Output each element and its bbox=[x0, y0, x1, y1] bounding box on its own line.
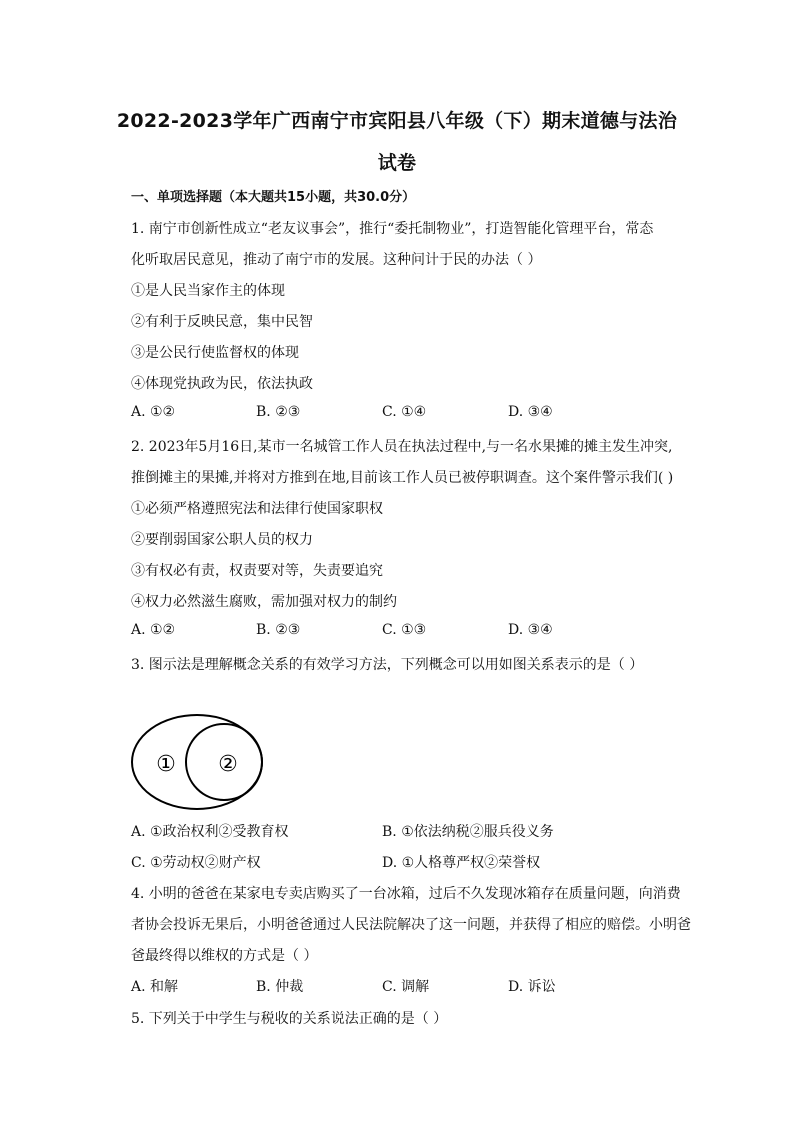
q3-option-b[interactable]: B. ①依法纳税②服兵役义务 bbox=[382, 824, 554, 840]
q1-option-d[interactable]: D. ③④ bbox=[508, 404, 553, 420]
q3-options-row1 bbox=[131, 821, 731, 841]
q4-stem-line3: 爸最终得以维权的方式是（ ） bbox=[131, 948, 318, 964]
q2-statement-2: ②要削弱国家公职人员的权力 bbox=[131, 532, 313, 548]
q2-stem-line2: 推倒摊主的果摊,并将对方推到在地,目前该工作人员已被停职调查。这个案件警示我们( ) bbox=[131, 470, 674, 486]
q3-option-c[interactable]: C. ①劳动权②财产权 bbox=[131, 855, 261, 871]
q1-stem-line2: 化听取居民意见，推动了南宁市的发展。这种问计于民的办法（ ） bbox=[131, 252, 542, 268]
q3-stem-line1: 3. 图示法是理解概念关系的有效学习方法，下列概念可以用如图关系表示的是（ ） bbox=[131, 657, 644, 673]
q2-option-c[interactable]: C. ①③ bbox=[382, 622, 427, 638]
q4-option-a[interactable]: A. 和解 bbox=[131, 979, 179, 995]
q2-options bbox=[131, 622, 731, 642]
q1-option-a[interactable]: A. ①② bbox=[131, 404, 176, 420]
q1-stem-line1: 1. 南宁市创新性成立“老友议事会”，推行“委托制物业”，打造智能化管理平台，常态 bbox=[131, 221, 654, 237]
exam-title-line2: 试卷 bbox=[377, 152, 417, 174]
q1-statement-2: ②有利于反映民意，集中民智 bbox=[131, 314, 313, 330]
q2-statement-3: ③有权必有责，权责要对等，失责要追究 bbox=[131, 563, 383, 579]
q4-options bbox=[131, 976, 731, 996]
q2-statement-1: ①必须严格遵照宪法和法律行使国家职权 bbox=[131, 501, 383, 517]
q1-statement-3: ③是公民行使监督权的体现 bbox=[131, 345, 299, 361]
q3-options-row2 bbox=[131, 852, 731, 872]
q4-stem-line2: 者协会投诉无果后，小明爸爸通过人民法院解决了这一问题，并获得了相应的赔偿。小明爸 bbox=[131, 917, 691, 933]
q1-statement-1: ①是人民当家作主的体现 bbox=[131, 283, 285, 299]
q1-option-b[interactable]: B. ②③ bbox=[256, 404, 301, 420]
q4-option-c[interactable]: C. 调解 bbox=[382, 979, 430, 995]
exam-title-line1: 2022-2023学年广西南宁市宾阳县八年级（下）期末道德与法治 bbox=[116, 110, 678, 132]
q3-option-d[interactable]: D. ①人格尊严权②荣誉权 bbox=[382, 855, 541, 871]
diagram-label-outer: ① bbox=[156, 752, 176, 777]
q2-stem-line1: 2. 2023年5月16日,某市一名城管工作人员在执法过程中,与一名水果摊的摊主发生冲突, bbox=[131, 439, 673, 455]
q2-option-a[interactable]: A. ①② bbox=[131, 622, 176, 638]
q1-statement-4: ④体现党执政为民，依法执政 bbox=[131, 376, 313, 392]
section-heading: 一、单项选择题（本大题共15小题，共30.0分） bbox=[131, 190, 416, 205]
q4-stem-line1: 4. 小明的爸爸在某家电专卖店购买了一台冰箱，过后不久发现冰箱存在质量问题，向消费 bbox=[131, 886, 681, 902]
q1-options bbox=[131, 404, 731, 424]
diagram-label-inner: ② bbox=[218, 752, 238, 777]
q5-stem-line1: 5. 下列关于中学生与税收的关系说法正确的是（ ） bbox=[131, 1011, 448, 1027]
q2-option-b[interactable]: B. ②③ bbox=[256, 622, 301, 638]
q4-option-d[interactable]: D. 诉讼 bbox=[508, 979, 556, 995]
venn-diagram bbox=[128, 708, 268, 812]
q2-statement-4: ④权力必然滋生腐败，需加强对权力的制约 bbox=[131, 594, 397, 610]
q2-option-d[interactable]: D. ③④ bbox=[508, 622, 553, 638]
q1-option-c[interactable]: C. ①④ bbox=[382, 404, 427, 420]
q4-option-b[interactable]: B. 仲裁 bbox=[256, 979, 304, 995]
q3-option-a[interactable]: A. ①政治权利②受教育权 bbox=[131, 824, 289, 840]
